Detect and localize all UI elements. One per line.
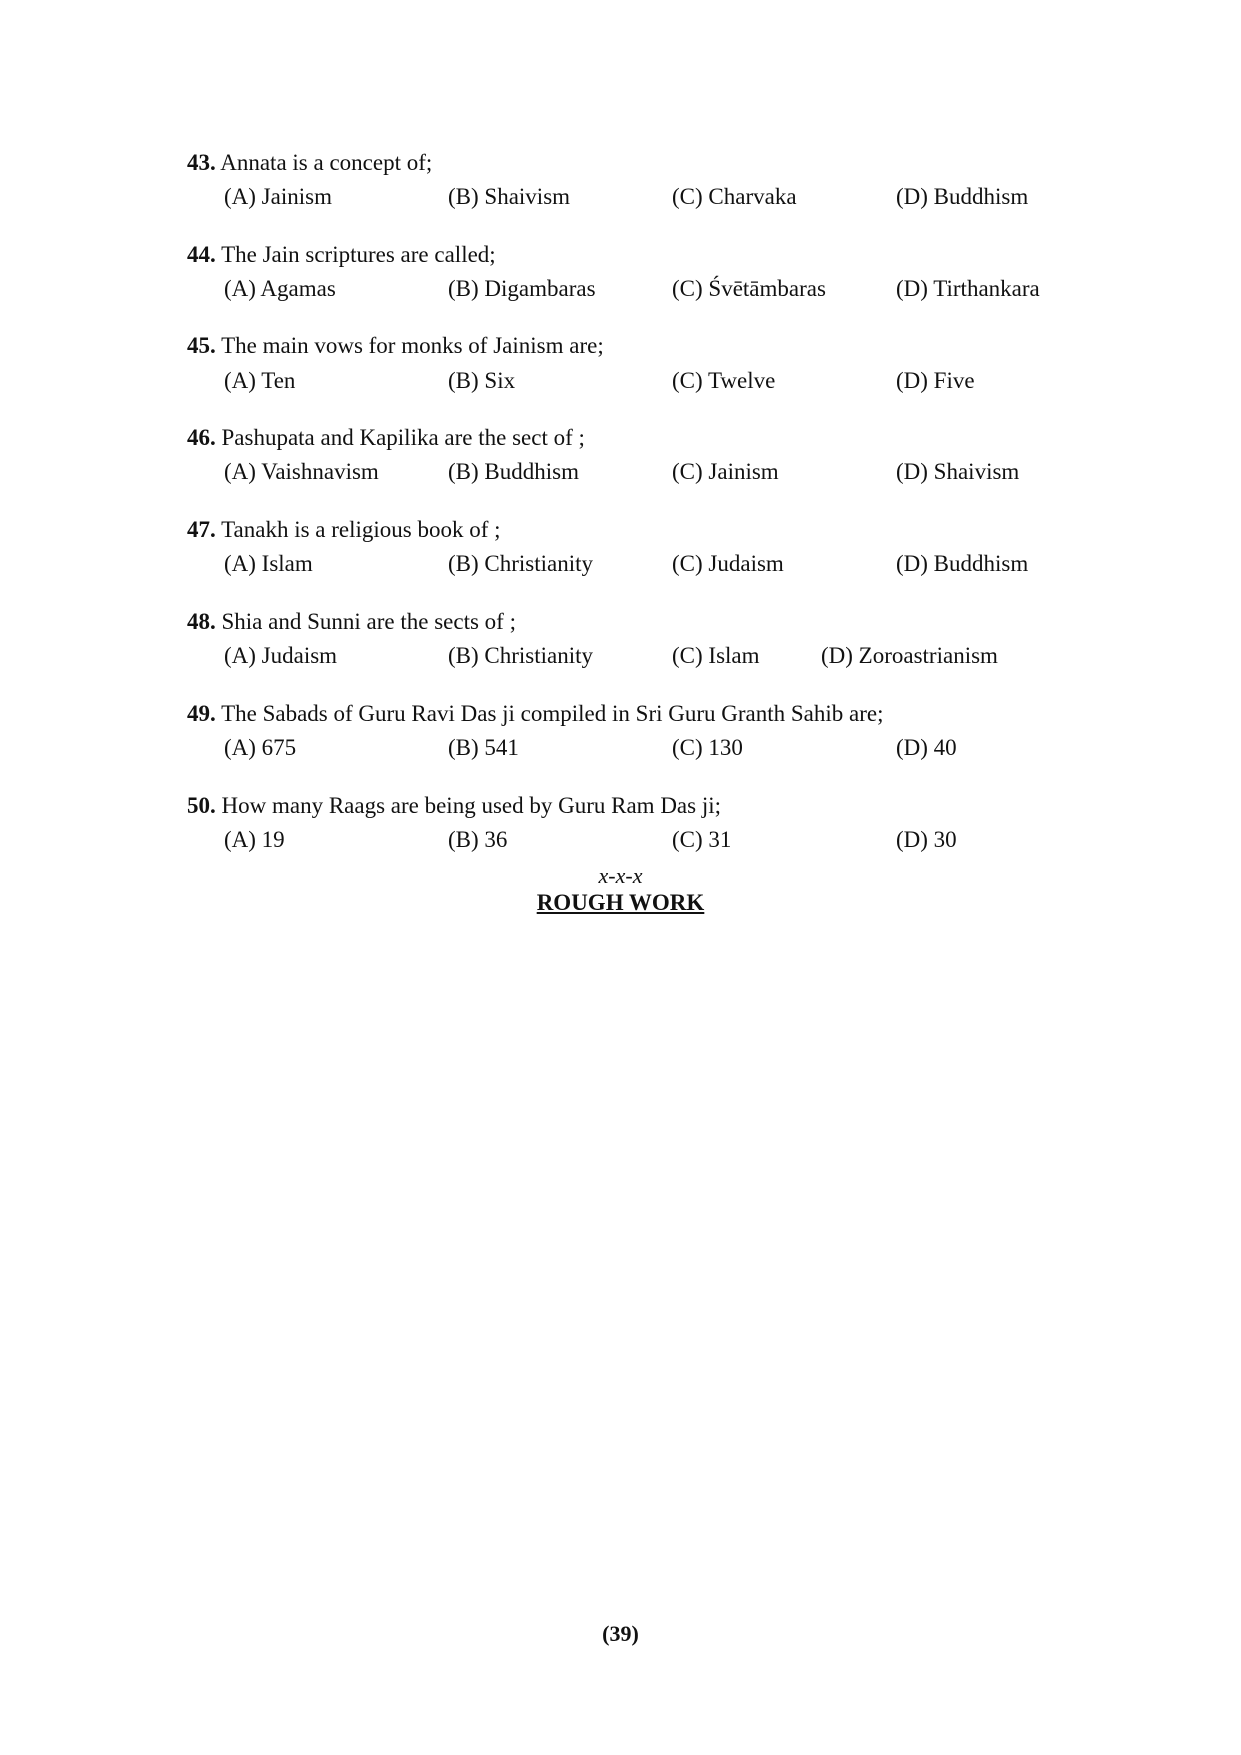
option-c: (C) Twelve bbox=[672, 368, 776, 393]
option-d: (D) Shaivism bbox=[896, 459, 1020, 484]
option-c: (C) 31 bbox=[672, 827, 732, 852]
question-text: Pashupata and Kapilika are the sect of ; bbox=[215, 425, 585, 450]
option-c: (C) 130 bbox=[672, 735, 743, 760]
question-number: 43. bbox=[187, 150, 216, 175]
option-c: (C) Islam bbox=[672, 643, 760, 668]
question-text: Shia and Sunni are the sects of ; bbox=[215, 609, 516, 634]
question-43 bbox=[187, 148, 1087, 178]
question-number: 48. bbox=[187, 609, 216, 634]
option-d: (D) Buddhism bbox=[896, 551, 1029, 576]
option-d: (D) 40 bbox=[896, 735, 957, 760]
question-45 bbox=[187, 331, 1087, 361]
option-a: (A) Islam bbox=[224, 551, 313, 576]
option-b: (B) 36 bbox=[448, 827, 508, 852]
option-a: (A) 19 bbox=[224, 827, 285, 852]
option-b: (B) 541 bbox=[448, 735, 519, 760]
option-d: (D) Zoroastrianism bbox=[821, 643, 998, 668]
option-a: (A) 675 bbox=[224, 735, 297, 760]
rough-work-heading: ROUGH WORK bbox=[536, 890, 705, 915]
option-a: (A) Agamas bbox=[224, 276, 336, 301]
question-44 bbox=[187, 240, 1087, 270]
option-d: (D) 30 bbox=[896, 827, 957, 852]
option-c: (C) Jainism bbox=[672, 459, 779, 484]
question-50 bbox=[187, 791, 1087, 821]
option-b: (B) Six bbox=[448, 368, 516, 393]
question-text: The Sabads of Guru Ravi Das ji compiled in Sri Guru Granth Sahib are; bbox=[215, 701, 884, 726]
option-d: (D) Five bbox=[896, 368, 975, 393]
option-d: (D) Tirthankara bbox=[896, 276, 1040, 301]
question-49 bbox=[187, 699, 1087, 729]
question-46 bbox=[187, 423, 1087, 453]
question-number: 47. bbox=[187, 517, 216, 542]
option-b: (B) Buddhism bbox=[448, 459, 579, 484]
question-text: The main vows for monks of Jainism are; bbox=[215, 333, 604, 358]
question-number: 50. bbox=[187, 793, 216, 818]
option-a: (A) Vaishnavism bbox=[224, 459, 379, 484]
option-a: (A) Jainism bbox=[224, 184, 332, 209]
end-marker: x-x-x bbox=[598, 863, 643, 888]
option-c: (C) Judaism bbox=[672, 551, 784, 576]
option-c: (C) Śvētāmbaras bbox=[672, 276, 826, 301]
option-b: (B) Digambaras bbox=[448, 276, 596, 301]
question-48 bbox=[187, 607, 1087, 637]
question-text: The Jain scriptures are called; bbox=[215, 242, 496, 267]
question-text: Annata is a concept of; bbox=[215, 150, 433, 175]
question-number: 45. bbox=[187, 333, 216, 358]
question-number: 46. bbox=[187, 425, 216, 450]
option-b: (B) Christianity bbox=[448, 551, 594, 576]
question-47 bbox=[187, 515, 1087, 545]
option-b: (B) Shaivism bbox=[448, 184, 571, 209]
question-text: Tanakh is a religious book of ; bbox=[215, 517, 501, 542]
option-b: (B) Christianity bbox=[448, 643, 594, 668]
page-number: (39) bbox=[602, 1621, 639, 1646]
option-a: (A) Ten bbox=[224, 368, 296, 393]
question-number: 44. bbox=[187, 242, 216, 267]
option-d: (D) Buddhism bbox=[896, 184, 1029, 209]
question-text: How many Raags are being used by Guru Ram Das ji; bbox=[215, 793, 722, 818]
question-number: 49. bbox=[187, 701, 216, 726]
option-c: (C) Charvaka bbox=[672, 184, 797, 209]
option-a: (A) Judaism bbox=[224, 643, 338, 668]
